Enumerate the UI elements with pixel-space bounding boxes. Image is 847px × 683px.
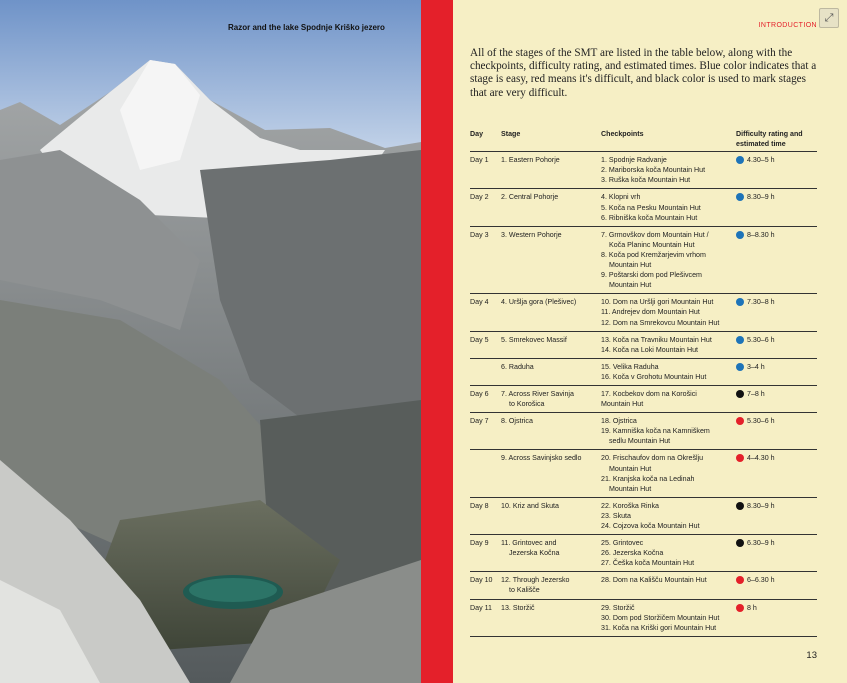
- cell-stage-line: 9. Across Savinjsko sedlo: [501, 454, 582, 463]
- cell-checkpoints-line: Mountain Hut: [609, 464, 652, 473]
- estimated-time: 6–6.30 h: [747, 576, 775, 585]
- cell-stage-line: 4. Uršlja gora (Plešivec): [501, 298, 577, 307]
- table-row: [470, 227, 817, 295]
- red-spine: [421, 0, 453, 683]
- cell-day: Day 11: [470, 603, 492, 612]
- header-stage: Stage: [501, 130, 521, 138]
- difficulty-dot-icon: [736, 539, 744, 547]
- cell-checkpoints-line: 24. Cojzova koča Mountain Hut: [601, 522, 700, 530]
- cell-stage: [501, 155, 601, 185]
- estimated-time: 3–4 h: [747, 362, 765, 371]
- cell-stage-line: 7. Across River Savinja: [501, 389, 574, 398]
- cell-day: Day 2: [470, 193, 489, 202]
- estimated-time: 8–8.30 h: [747, 230, 775, 239]
- header-day: Day: [470, 130, 484, 138]
- estimated-time: 7.30–8 h: [747, 298, 775, 307]
- cell-checkpoints-line: sedlu Mountain Hut: [609, 437, 671, 446]
- cell-checkpoints-line: 1. Spodnje Radvanje: [601, 156, 667, 165]
- cell-day: Day 3: [470, 230, 489, 239]
- cell-checkpoints-line: 4. Klopni vrh: [601, 193, 641, 202]
- cell-day: Day 7: [470, 417, 489, 426]
- cell-stage-line: 2. Central Pohorje: [501, 193, 559, 202]
- table-row: [470, 152, 817, 189]
- photo-caption: Razor and the lake Spodnje Kriško jezero: [228, 23, 385, 32]
- page-number: 13: [806, 650, 817, 661]
- cell-checkpoints-line: Mountain Hut: [601, 400, 644, 409]
- table-header: [470, 127, 817, 152]
- cell-stage-line: 13. Storžič: [501, 603, 535, 612]
- table-row: [470, 359, 817, 386]
- cell-difficulty: [736, 335, 817, 355]
- cell-checkpoints: [601, 389, 736, 409]
- difficulty-dot-icon: [736, 156, 744, 164]
- cell-stage-line: to Kališče: [509, 586, 540, 595]
- cell-checkpoints-line: 27. Češka koča Mountain Hut: [601, 559, 695, 568]
- cell-checkpoints-line: 16. Koča v Grohotu Mountain Hut: [601, 372, 707, 381]
- cell-checkpoints-line: 9. Poštarski dom pod Plešivcem: [601, 271, 702, 280]
- cell-difficulty: [736, 362, 817, 382]
- cell-checkpoints-line: 20. Frischaufov dom na Okrešlju: [601, 454, 704, 463]
- cell-checkpoints-line: 30. Dom pod Storžičem Mountain Hut: [601, 613, 720, 622]
- difficulty-dot-icon: [736, 604, 744, 612]
- header-difficulty-line1: Difficulty rating and: [736, 130, 803, 138]
- cell-day: Day 9: [470, 539, 489, 548]
- mountain-photo: [0, 0, 421, 683]
- cell-checkpoints: [601, 603, 736, 633]
- difficulty-dot-icon: [736, 298, 744, 306]
- table-row: [470, 386, 817, 413]
- cell-day: [470, 362, 501, 382]
- cell-checkpoints-line: 12. Dom na Smrekovcu Mountain Hut: [601, 318, 720, 327]
- cell-stage: [501, 335, 601, 355]
- cell-stage: [501, 453, 601, 493]
- table-body: [470, 152, 817, 637]
- estimated-time: 8.30–9 h: [747, 193, 775, 202]
- cell-day: Day 10: [470, 576, 493, 585]
- stages-table: [470, 127, 817, 637]
- expand-icon[interactable]: ⤢: [819, 8, 839, 28]
- cell-checkpoints: [601, 575, 736, 595]
- cell-day: Day 4: [470, 298, 489, 307]
- cell-stage: [501, 230, 601, 291]
- cell-checkpoints-line: 29. Storžič: [601, 603, 635, 612]
- estimated-time: 5.30–6 h: [747, 335, 775, 344]
- difficulty-dot-icon: [736, 390, 744, 398]
- cell-difficulty: [736, 416, 817, 446]
- cell-checkpoints: [601, 501, 736, 531]
- cell-checkpoints-line: 2. Mariborska koča Mountain Hut: [601, 166, 706, 175]
- cell-difficulty: [736, 192, 817, 222]
- table-row: [470, 450, 817, 497]
- cell-difficulty: [736, 603, 817, 633]
- cell-stage: [501, 297, 601, 327]
- cell-checkpoints-line: 6. Ribniška koča Mountain Hut: [601, 213, 698, 222]
- cell-checkpoints-line: 3. Ruška koča Mountain Hut: [601, 176, 691, 185]
- table-row: [470, 294, 817, 331]
- difficulty-dot-icon: [736, 417, 744, 425]
- cell-checkpoints-line: 13. Koča na Travniku Mountain Hut: [601, 335, 712, 344]
- text-page: [453, 0, 847, 683]
- cell-day: Day 5: [470, 335, 489, 344]
- cell-difficulty: [736, 501, 817, 531]
- cell-stage: [501, 603, 601, 633]
- cell-stage: [501, 192, 601, 222]
- cell-difficulty: [736, 389, 817, 409]
- estimated-time: 8 h: [747, 603, 757, 612]
- cell-checkpoints-line: Mountain Hut: [609, 484, 652, 493]
- cell-stage-line: 5. Smrekovec Massif: [501, 335, 567, 344]
- cell-checkpoints-line: 21. Kranjska koča na Ledinah: [601, 474, 695, 483]
- cell-checkpoints: [601, 335, 736, 355]
- cell-checkpoints: [601, 192, 736, 222]
- cell-checkpoints-line: 19. Kamniška koča na Kamniškem: [601, 427, 710, 436]
- cell-checkpoints: [601, 155, 736, 185]
- cell-checkpoints: [601, 297, 736, 327]
- header-difficulty: [736, 127, 817, 149]
- cell-checkpoints-line: 28. Dom na Kališču Mountain Hut: [601, 576, 707, 585]
- estimated-time: 6.30–9 h: [747, 539, 775, 548]
- difficulty-dot-icon: [736, 454, 744, 462]
- cell-stage: [501, 416, 601, 446]
- estimated-time: 4.30–5 h: [747, 156, 775, 165]
- estimated-time: 5.30–6 h: [747, 417, 775, 426]
- cell-checkpoints-line: 18. Ojstrica: [601, 417, 637, 426]
- difficulty-dot-icon: [736, 363, 744, 371]
- difficulty-dot-icon: [736, 502, 744, 510]
- cell-stage-line: 6. Raduha: [501, 362, 534, 371]
- cell-checkpoints-line: 22. Koroška Rinka: [601, 501, 659, 510]
- cell-checkpoints-line: 11. Andrejev dom Mountain Hut: [601, 308, 700, 317]
- cell-checkpoints-line: 17. Kocbekov dom na Korošici: [601, 389, 697, 398]
- cell-checkpoints-line: 14. Koča na Loki Mountain Hut: [601, 345, 699, 354]
- section-label: INTRODUCTION: [758, 22, 817, 29]
- estimated-time: 8.30–9 h: [747, 501, 775, 510]
- cell-stage-line: 12. Through Jezersko: [501, 576, 570, 585]
- cell-checkpoints: [601, 416, 736, 446]
- difficulty-dot-icon: [736, 336, 744, 344]
- cell-stage: [501, 538, 601, 568]
- table-row: [470, 498, 817, 535]
- cell-checkpoints: [601, 453, 736, 493]
- cell-stage: [501, 501, 601, 531]
- table-row: [470, 413, 817, 450]
- cell-checkpoints-line: 8. Koča pod Kremžarjevim vrhom: [601, 250, 706, 259]
- table-row: [470, 600, 817, 637]
- cell-checkpoints-line: 26. Jezerska Kočna: [601, 549, 664, 558]
- table-row: [470, 189, 817, 226]
- cell-day: Day 1: [470, 156, 489, 165]
- cell-stage-line: 10. Kriz and Skuta: [501, 501, 559, 510]
- cell-day: Day 8: [470, 501, 489, 510]
- cell-stage-line: 1. Eastern Pohorje: [501, 156, 560, 165]
- cell-difficulty: [736, 297, 817, 327]
- cell-difficulty: [736, 230, 817, 291]
- cell-day: Day 6: [470, 389, 489, 398]
- cell-stage: [501, 575, 601, 595]
- cell-stage: [501, 362, 601, 382]
- cell-stage-line: Jezerska Kočna: [509, 549, 560, 558]
- cell-day: [470, 453, 501, 493]
- cell-checkpoints-line: 31. Koča na Kriški gori Mountain Hut: [601, 623, 717, 632]
- cell-checkpoints-line: 15. Velika Raduha: [601, 362, 659, 371]
- cell-checkpoints-line: 10. Dom na Uršlji gori Mountain Hut: [601, 298, 714, 307]
- estimated-time: 4–4.30 h: [747, 454, 775, 463]
- mountain-illustration: [0, 0, 421, 683]
- cell-checkpoints: [601, 230, 736, 291]
- cell-checkpoints-line: 23. Skuta: [601, 511, 631, 520]
- cell-difficulty: [736, 155, 817, 185]
- cell-difficulty: [736, 453, 817, 493]
- cell-difficulty: [736, 575, 817, 595]
- cell-checkpoints-line: Koča Planinc Mountain Hut: [609, 240, 695, 249]
- intro-paragraph: All of the stages of the SMT are listed in the table below, along with the checkpoints, difficulty rating, and estimated times. Blue color indicates that a stage is easy, red means it's difficult, and black color is used to mark stages that are very difficult.: [470, 47, 817, 99]
- cell-checkpoints-line: 25. Grintovec: [601, 539, 644, 548]
- estimated-time: 7–8 h: [747, 389, 765, 398]
- table-row: [470, 572, 817, 599]
- difficulty-dot-icon: [736, 193, 744, 201]
- cell-stage-line: 8. Ojstrica: [501, 417, 533, 426]
- header-checkpoints: Checkpoints: [601, 130, 644, 138]
- cell-checkpoints-line: 7. Grmovškov dom Mountain Hut /: [601, 230, 709, 239]
- cell-difficulty: [736, 538, 817, 568]
- table-row: [470, 535, 817, 572]
- cell-checkpoints-line: 5. Koča na Pesku Mountain Hut: [601, 203, 701, 212]
- cell-stage-line: 11. Grintovec and: [501, 539, 557, 548]
- cell-stage: [501, 389, 601, 409]
- cell-checkpoints-line: Mountain Hut: [609, 281, 652, 290]
- header-difficulty-line2: estimated time: [736, 140, 786, 149]
- cell-stage-line: 3. Western Pohorje: [501, 230, 562, 239]
- cell-stage-line: to Korošica: [509, 400, 545, 409]
- difficulty-dot-icon: [736, 231, 744, 239]
- table-row: [470, 332, 817, 359]
- difficulty-dot-icon: [736, 576, 744, 584]
- cell-checkpoints-line: Mountain Hut: [609, 261, 652, 270]
- cell-checkpoints: [601, 362, 736, 382]
- cell-checkpoints: [601, 538, 736, 568]
